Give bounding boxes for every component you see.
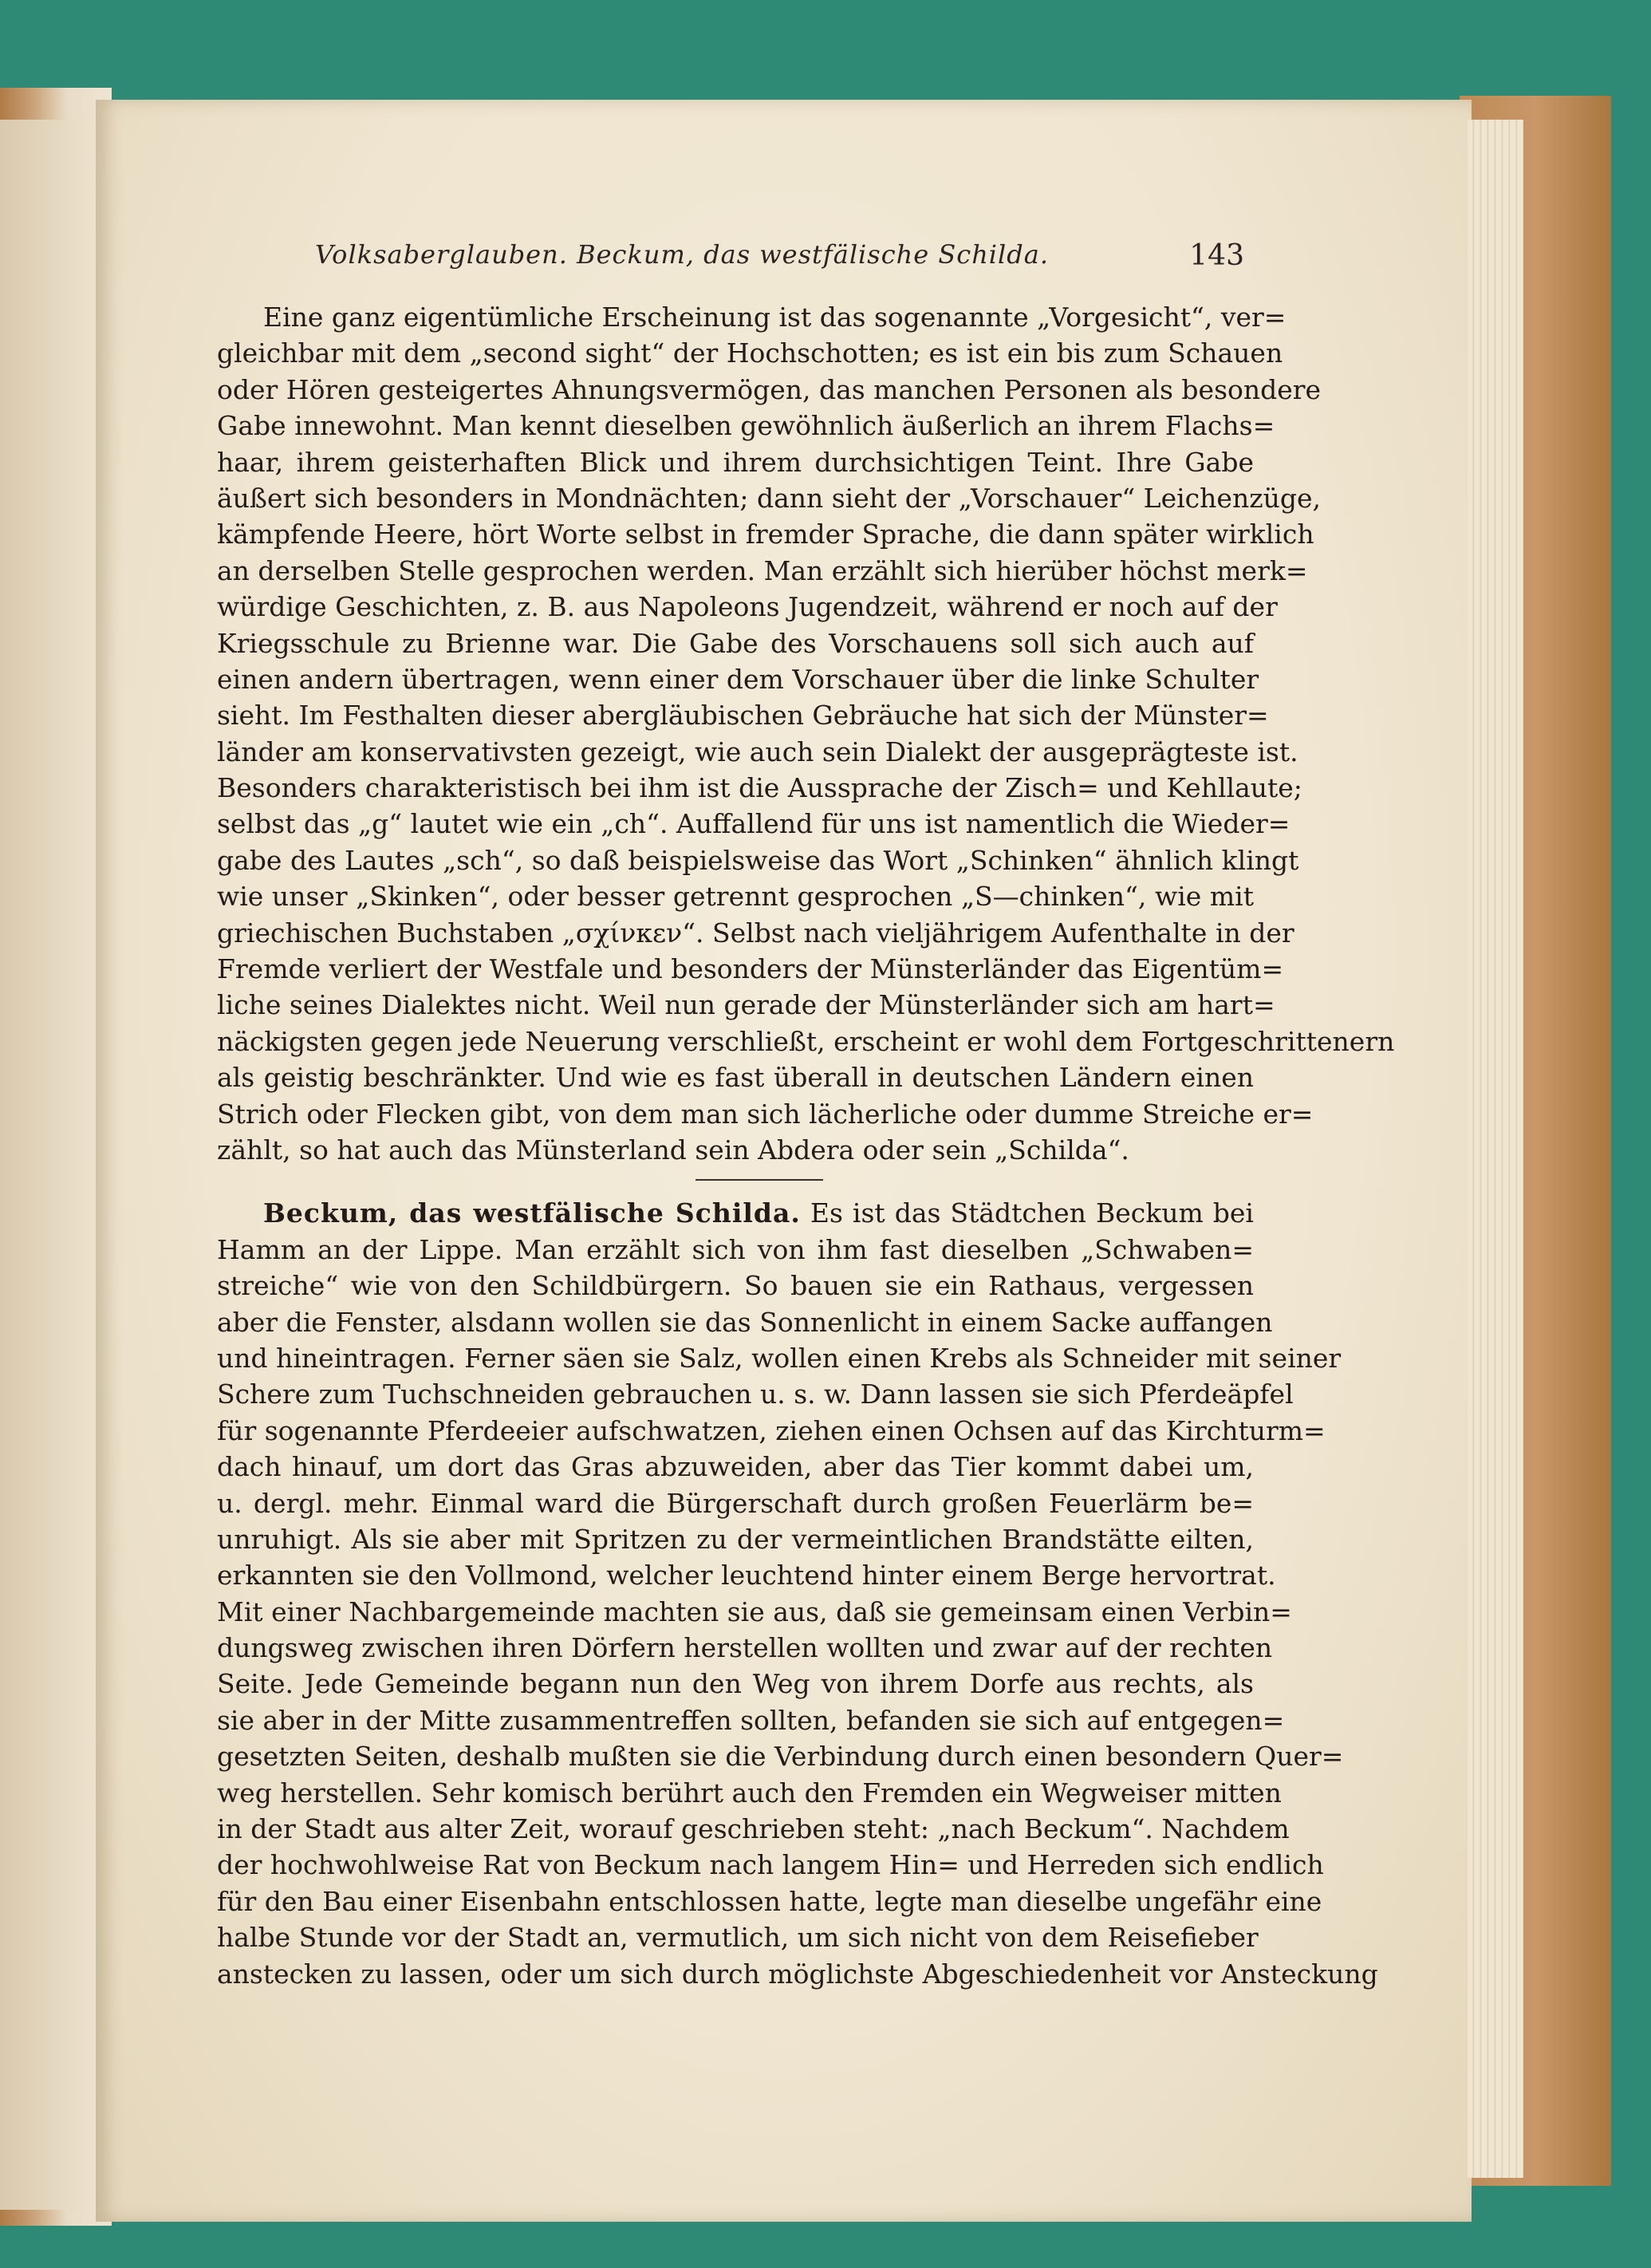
text-line: weg herstellen. Sehr komisch berührt auch den Fremden ein Wegweiser mitten — [217, 1777, 1282, 1808]
section-beckum — [217, 1195, 1378, 1992]
section-first-text: Es ist das Städtchen Beckum bei — [810, 1197, 1254, 1229]
text-line: u. dergl. mehr. Einmal ward die Bürgerschaft durch großen Feuerlärm be= — [217, 1487, 1254, 1519]
text-line: sieht. Im Festhalten dieser abergläubischen Gebräuche hat sich der Münster= — [217, 700, 1269, 732]
text-line: wie unser „Skinken“, oder besser getrennt gesprochen „S—chinken“, wie mit — [217, 881, 1254, 913]
text-line: Besonders charakteristisch bei ihm ist die Aussprache der Zisch= und Kehllaute; — [217, 772, 1302, 804]
text-line: Kriegsschule zu Brienne war. Die Gabe des Vorschauens soll sich auch auf — [217, 627, 1254, 659]
text-line: würdige Geschichten, z. B. aus Napoleons Jugendzeit, während er noch auf der — [217, 591, 1278, 623]
text-line: Gabe innewohnt. Man kennt dieselben gewöhnlich äußerlich an ihrem Flachs= — [217, 410, 1275, 442]
text-line: näckigsten gegen jede Neuerung verschließt, erscheint er wohl dem Fortgeschrittenern — [217, 1025, 1395, 1057]
text-line: einen andern übertragen, wenn einer dem Vorschauer über die linke Schulter — [217, 663, 1259, 695]
section-divider — [695, 1179, 823, 1181]
page-header — [191, 239, 1244, 284]
text-line: und hineintragen. Ferner säen sie Salz, wollen einen Krebs als Schneider mit seiner — [217, 1342, 1342, 1374]
section-heading: Beckum, das westfälische Schilda. — [263, 1197, 801, 1229]
section-first-line — [217, 1195, 1254, 1231]
text-line: für sogenannte Pferdeeier aufschwatzen, ziehen einen Ochsen auf das Kirchturm= — [217, 1414, 1326, 1446]
text-line: in der Stadt aus alter Zeit, worauf geschrieben steht: „nach Beckum“. Nachdem — [217, 1813, 1290, 1845]
text-line: länder am konservativsten gezeigt, wie auch sein Dialekt der ausgeprägteste ist. — [217, 736, 1298, 767]
text-line: für den Bau einer Eisenbahn entschlossen hatte, legte man dieselbe ungefähr eine — [217, 1885, 1322, 1917]
text-line: streiche“ wie von den Schildbürgern. So bauen sie ein Rathaus, vergessen — [217, 1270, 1254, 1302]
text-line: kämpfende Heere, hört Worte selbst in fremder Sprache, die dann später wirklich — [217, 519, 1314, 550]
page-number: 143 — [1189, 239, 1244, 272]
text-line: halbe Stunde vor der Stadt an, vermutlich, um sich nicht von dem Reisefieber — [217, 1922, 1259, 1954]
page-body — [217, 299, 1395, 1992]
text-line: oder Hören gesteigertes Ahnungsvermögen, das manchen Personen als besondere — [217, 373, 1322, 405]
text-line: äußert sich besonders in Mondnächten; dann sieht der „Vorschauer“ Leichenzüge, — [217, 482, 1321, 514]
text-line: selbst das „g“ lautet wie ein „ch“. Auffallend für uns ist namentlich die Wieder= — [217, 808, 1290, 840]
facing-page-edge — [0, 120, 100, 2210]
text-line: Mit einer Nachbargemeinde machten sie aus, daß sie gemeinsam einen Verbin= — [217, 1595, 1292, 1627]
text-line: Fremde verliert der Westfale und besonders der Münsterländer das Eigentüm= — [217, 953, 1284, 985]
text-line: unruhigt. Als sie aber mit Spritzen zu der vermeintlichen Brandstätte eilten, — [217, 1523, 1254, 1555]
text-line: dungsweg zwischen ihren Dörfern herstellen wollten und zwar auf der rechten — [217, 1632, 1273, 1664]
text-line: griechischen Buchstaben „σχίνκεν“. Selbst nach vieljährigem Aufenthalte in der — [217, 917, 1294, 949]
text-line: sie aber in der Mitte zusammentreffen sollten, befanden sie sich auf entgegen= — [217, 1704, 1285, 1736]
text-line: erkannten sie den Vollmond, welcher leuchtend hinter einem Berge hervortrat. — [217, 1560, 1276, 1592]
paragraph-vorgesicht — [217, 299, 1395, 1168]
text-line: zählt, so hat auch das Münsterland sein Abdera oder sein „Schilda“. — [217, 1134, 1129, 1166]
text-line: liche seines Dialektes nicht. Weil nun gerade der Münsterländer sich am hart= — [217, 989, 1275, 1021]
text-line: an derselben Stelle gesprochen werden. Man erzählt sich hierüber höchst merk= — [217, 554, 1308, 586]
running-title: Volksaberglauben. Beckum, das westfälische Schilda. — [315, 239, 1049, 270]
text-line: Schere zum Tuchschneiden gebrauchen u. s. w. Dann lassen sie sich Pferdeäpfel — [217, 1379, 1294, 1410]
text-line: gleichbar mit dem „second sight“ der Hochschotten; es ist ein bis zum Schauen — [217, 337, 1283, 369]
text-line: gesetzten Seiten, deshalb mußten sie die Verbindung durch einen besondern Quer= — [217, 1741, 1344, 1773]
text-line: als geistig beschränkter. Und wie es fast überall in deutschen Ländern einen — [217, 1062, 1254, 1094]
text-line: anstecken zu lassen, oder um sich durch möglichste Abgeschiedenheit vor Ansteckung — [217, 1958, 1378, 1990]
page-stack-edges — [1468, 120, 1523, 2178]
text-line: gabe des Lautes „sch“, so daß beispielsweise das Wort „Schinken“ ähnlich klingt — [217, 844, 1299, 876]
text-line: Strich oder Flecken gibt, von dem man sich lächerliche oder dumme Streiche er= — [217, 1098, 1314, 1130]
text-line: Eine ganz eigentümliche Erscheinung ist das sogenannte „Vorgesicht“, ver= — [263, 302, 1287, 333]
text-line: Hamm an der Lippe. Man erzählt sich von ihm fast dieselben „Schwaben= — [217, 1233, 1254, 1265]
text-line: aber die Fenster, alsdann wollen sie das Sonnenlicht in einem Sacke auffangen — [217, 1306, 1273, 1338]
text-line: dach hinauf, um dort das Gras abzuweiden, aber das Tier kommt dabei um, — [217, 1451, 1254, 1483]
text-line: haar, ihrem geisterhaften Blick und ihrem durchsichtigen Teint. Ihre Gabe — [217, 446, 1254, 478]
text-line: der hochwohlweise Rat von Beckum nach langem Hin= und Herreden sich endlich — [217, 1849, 1324, 1881]
text-line: Seite. Jede Gemeinde begann nun den Weg von ihrem Dorfe aus rechts, als — [217, 1668, 1254, 1700]
